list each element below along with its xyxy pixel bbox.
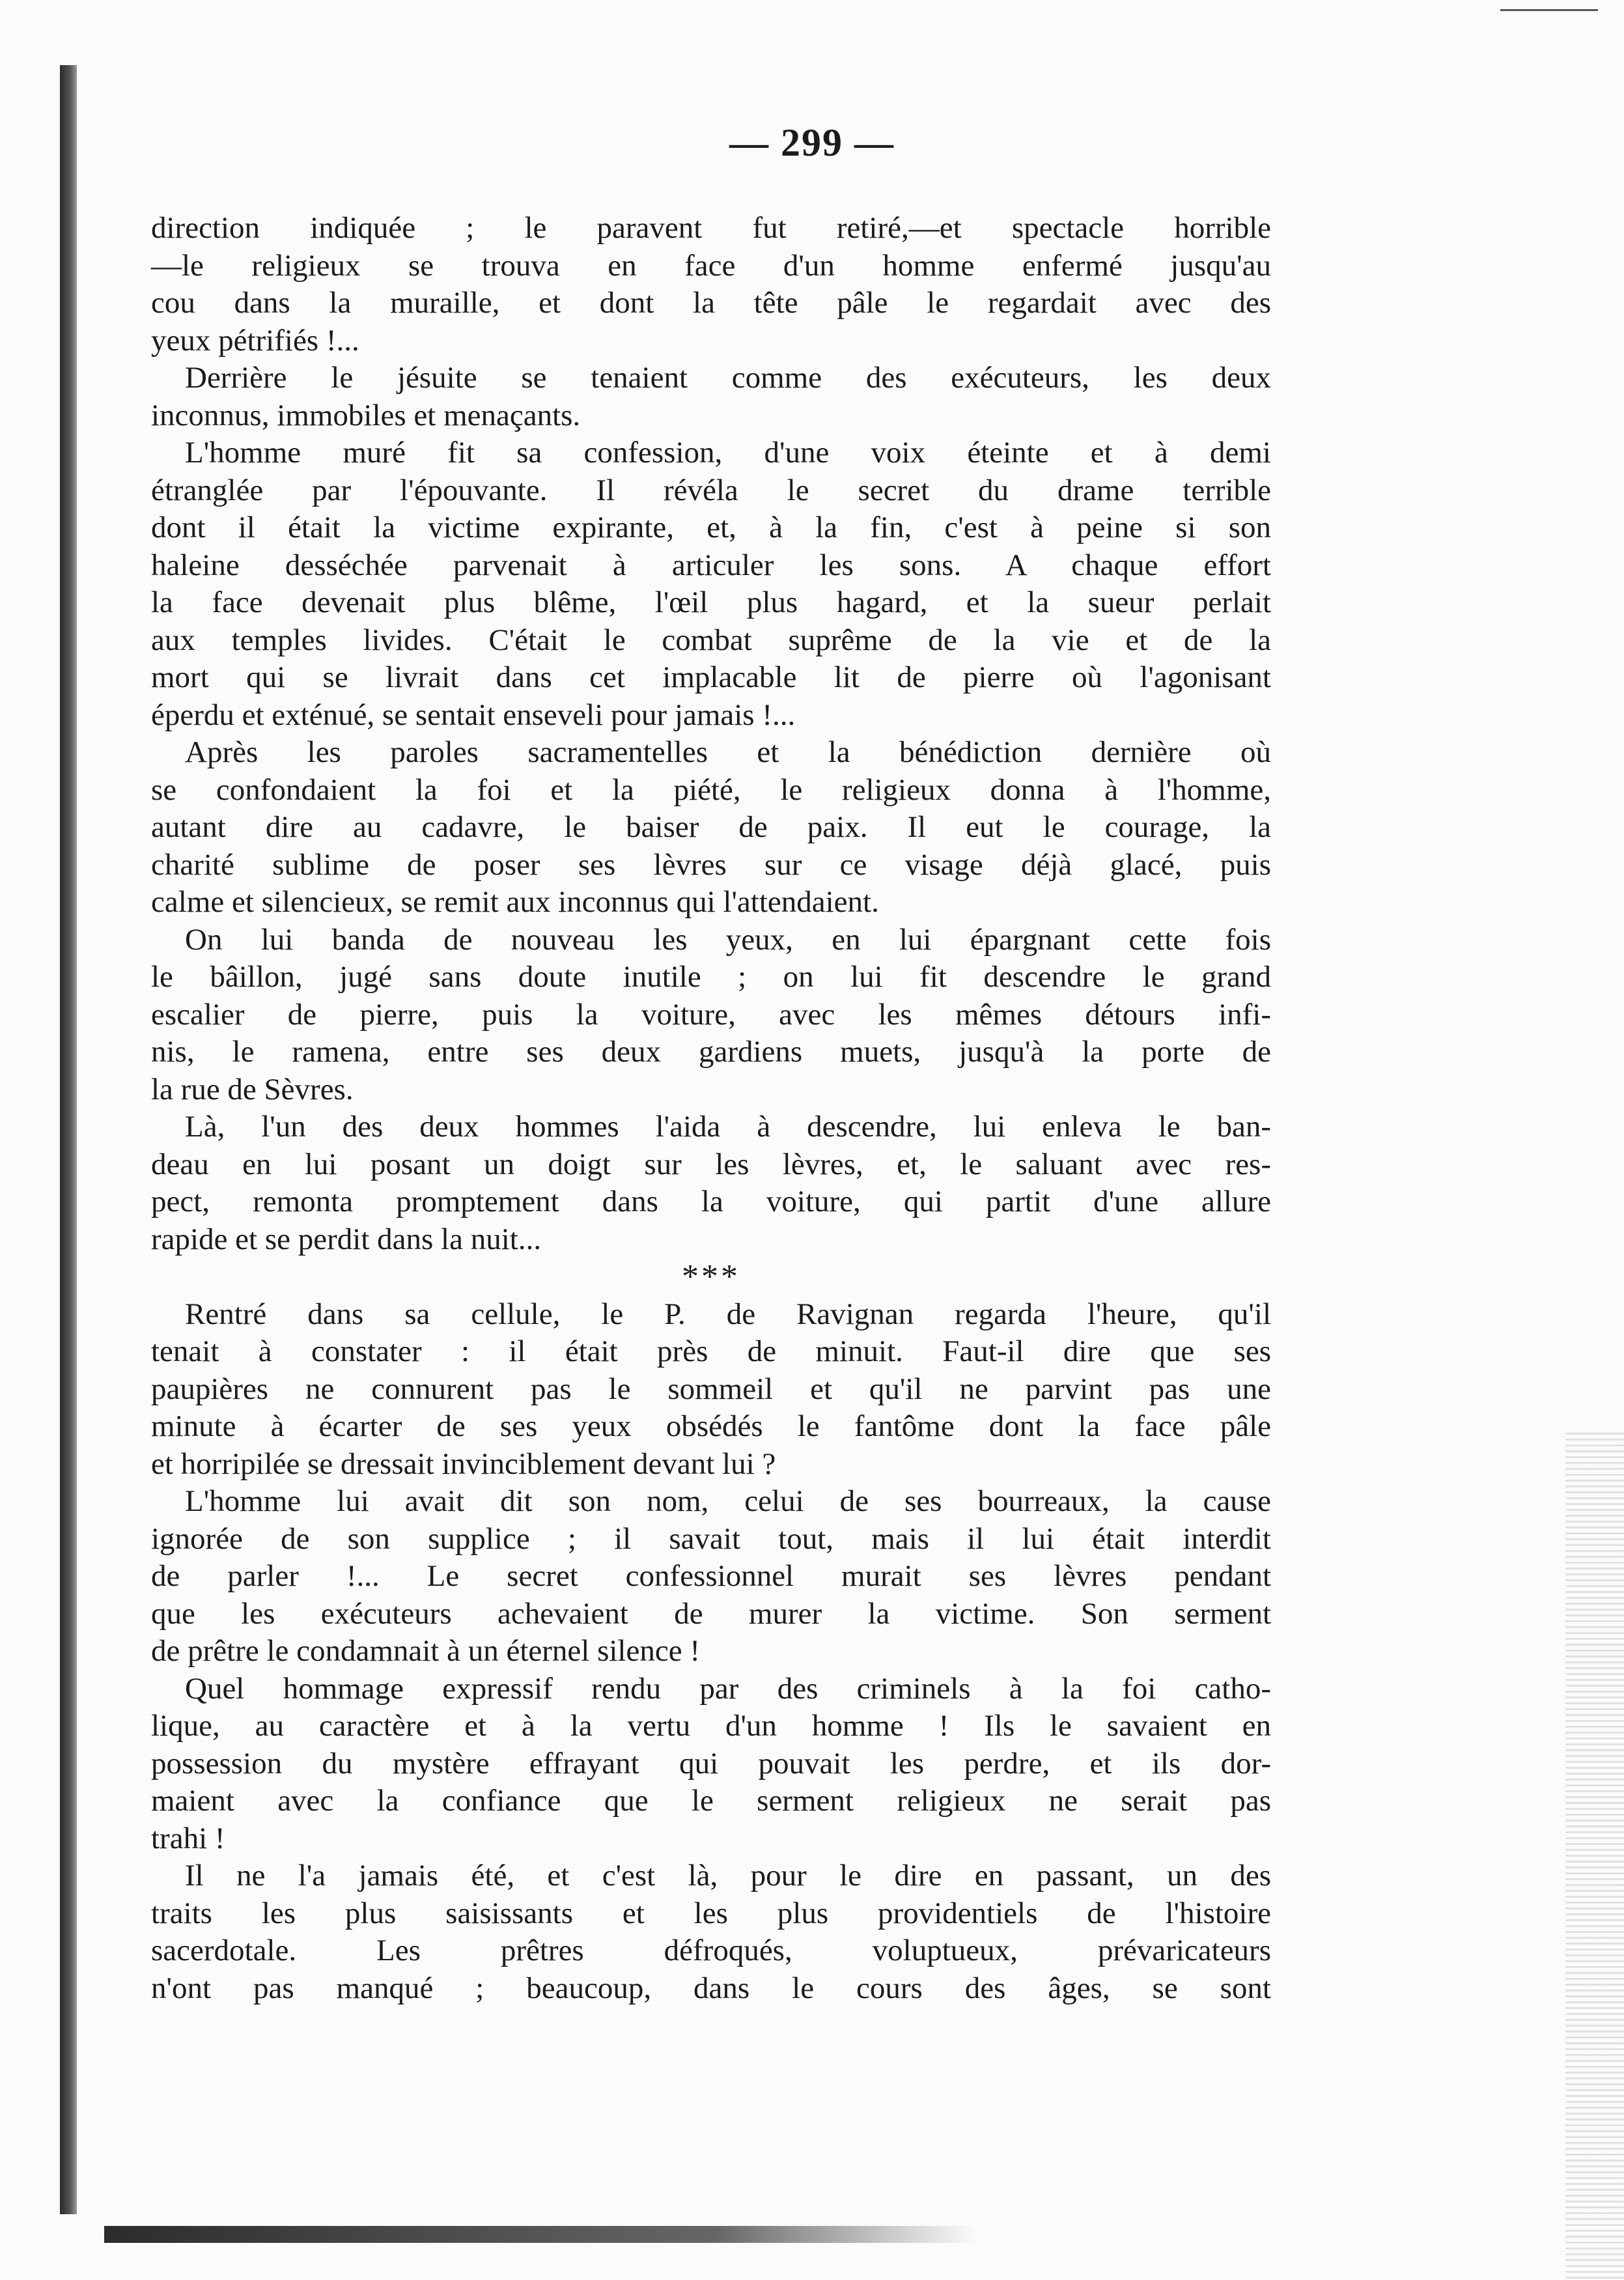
text-line: que les exécuteurs achevaient de murer la victime. Son serment	[151, 1596, 1271, 1631]
scan-noise-right	[1565, 1433, 1624, 2279]
section-separator: ***	[682, 1258, 740, 1295]
text-line: la face devenait plus blême, l'œil plus hagard, et la sueur perlait	[151, 585, 1271, 619]
text-line: mort qui se livrait dans cet implacable lit de pierre où l'agonisant	[151, 660, 1271, 694]
text-line: —le religieux se trouva en face d'un homme enfermé jusqu'au	[151, 248, 1271, 283]
text-line: On lui banda de nouveau les yeux, en lui épargnant cette fois	[185, 922, 1271, 957]
text-line: de prêtre le condamnait à un éternel silence !	[151, 1634, 700, 1668]
text-line: charité sublime de poser ses lèvres sur ce visage déjà glacé, puis	[151, 847, 1271, 882]
text-line: deau en lui posant un doigt sur les lèvres, et, le saluant avec res-	[151, 1147, 1271, 1181]
text-line: yeux pétrifiés !...	[151, 323, 359, 358]
text-line: Quel hommage expressif rendu par des criminels à la foi catho-	[185, 1671, 1271, 1706]
text-line: lique, au caractère et à la vertu d'un homme ! Ils le savaient en	[151, 1709, 1271, 1743]
text-line: n'ont pas manqué ; beaucoup, dans le cours des âges, se sont	[151, 1971, 1271, 2005]
text-line: tenait à constater : il était près de minuit. Faut-il dire que ses	[151, 1334, 1271, 1368]
body-text	[151, 210, 1271, 2007]
text-line: de parler !... Le secret confessionnel murait ses lèvres pendant	[151, 1559, 1271, 1593]
text-line: L'homme lui avait dit son nom, celui de ses bourreaux, la cause	[185, 1484, 1271, 1518]
scan-mark-top	[1500, 9, 1598, 11]
text-line: autant dire au cadavre, le baiser de paix. Il eut le courage, la	[151, 810, 1271, 844]
text-line: haleine desséchée parvenait à articuler les sons. A chaque effort	[151, 548, 1271, 582]
text-line: ignorée de son supplice ; il savait tout, mais il lui était interdit	[151, 1521, 1271, 1556]
text-line: Rentré dans sa cellule, le P. de Ravignan regarda l'heure, qu'il	[185, 1297, 1271, 1331]
text-line: Là, l'un des deux hommes l'aida à descendre, lui enleva le ban-	[185, 1110, 1271, 1144]
text-line: trahi !	[151, 1821, 225, 1855]
text-line: calme et silencieux, se remit aux inconnus qui l'attendaient.	[151, 885, 879, 919]
text-line: Il ne l'a jamais été, et c'est là, pour le dire en passant, un des	[185, 1859, 1271, 1893]
text-line: possession du mystère effrayant qui pouvait les perdre, et ils dor-	[151, 1746, 1271, 1780]
text-line: la rue de Sèvres.	[151, 1072, 354, 1106]
text-line: cou dans la muraille, et dont la tête pâle le regardait avec des	[151, 286, 1271, 320]
text-line: escalier de pierre, puis la voiture, avec les mêmes détours infi-	[151, 997, 1271, 1032]
text-line: dont il était la victime expirante, et, à la fin, c'est à peine si son	[151, 511, 1271, 544]
text-line: le bâillon, jugé sans doute inutile ; on lui fit descendre le grand	[151, 960, 1271, 994]
text-line: se confondaient la foi et la piété, le religieux donna à l'homme,	[151, 772, 1271, 807]
text-line: pect, remonta promptement dans la voiture, qui partit d'une allure	[151, 1185, 1271, 1218]
text-line: aux temples livides. C'était le combat suprême de la vie et de la	[151, 623, 1271, 657]
scan-band-bottom	[104, 2226, 977, 2243]
text-line: nis, le ramena, entre ses deux gardiens muets, jusqu'à la porte de	[151, 1035, 1271, 1069]
text-line: inconnus, immobiles et menaçants.	[151, 398, 581, 432]
text-line: Après les paroles sacramentelles et la bénédiction dernière où	[185, 735, 1271, 769]
text-line: L'homme muré fit sa confession, d'une voix éteinte et à demi	[185, 436, 1271, 470]
text-line: maient avec la confiance que le serment religieux ne serait pas	[151, 1784, 1271, 1818]
text-line: traits les plus saisissants et les plus providentiels de l'histoire	[151, 1896, 1271, 1930]
text-line: direction indiquée ; le paravent fut retiré,—et spectacle horrible	[151, 211, 1271, 245]
text-line: paupières ne connurent pas le sommeil et qu'il ne parvint pas une	[151, 1372, 1271, 1406]
text-line: Derrière le jésuite se tenaient comme des exécuteurs, les deux	[185, 361, 1271, 395]
text-line: étranglée par l'épouvante. Il révéla le secret du drame terrible	[151, 473, 1271, 507]
page-binding-edge	[60, 65, 77, 2214]
text-line: et horripilée se dressait invinciblement devant lui ?	[151, 1446, 776, 1481]
text-line: éperdu et exténué, se sentait enseveli pour jamais !...	[151, 697, 796, 732]
text-line: rapide et se perdit dans la nuit...	[151, 1222, 542, 1256]
text-line: minute à écarter de ses yeux obsédés le fantôme dont la face pâle	[151, 1409, 1271, 1443]
page-number: — 299 —	[729, 121, 895, 164]
text-line: sacerdotale. Les prêtres défroqués, voluptueux, prévaricateurs	[151, 1934, 1271, 1967]
